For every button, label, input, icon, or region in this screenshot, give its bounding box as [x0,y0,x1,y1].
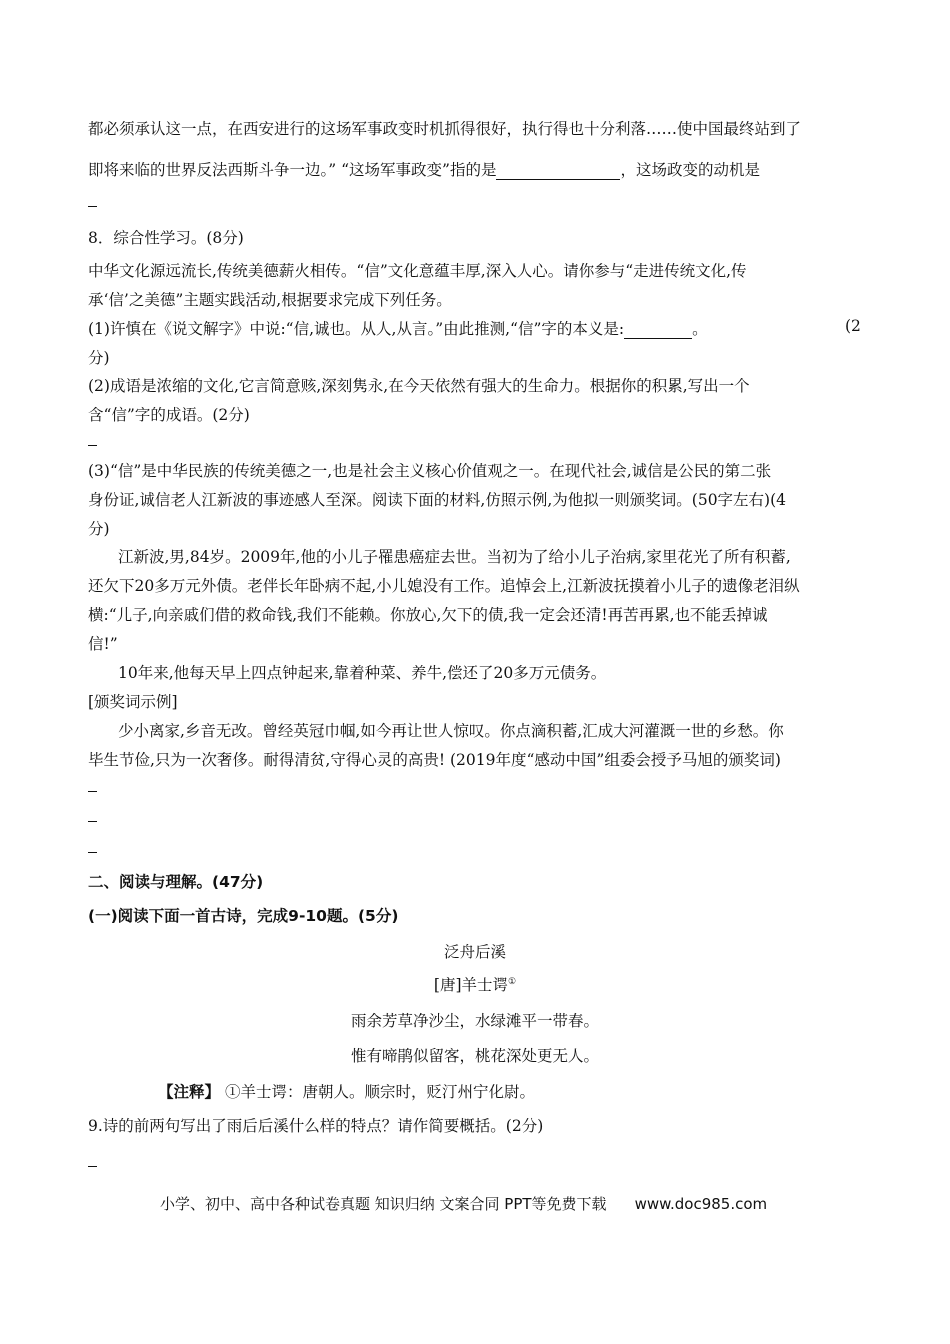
footer [160,1193,767,1214]
poem-line-2: 惟有啼鹃似留客，桃花深处更无人。 [350,1047,599,1065]
answer-blank-event[interactable] [496,163,620,180]
poem-author-mark: ① [508,976,517,987]
q8-para-1: 中华文化源远流长,传统美德薪火相传。“信”文化意蕴丰厚,深入人心。请你参与“走进传统文化,传 [88,262,747,280]
example-line-2: 毕生节俭,只为一次奢侈。耐得清贫,守得心灵的高贵! (2019年度“感动中国”组委会授予马旭的颁奖词) [88,751,781,769]
section-2-sub1: (一)阅读下面一首古诗，完成9-10题。(5分) [88,907,399,925]
material-line-2: 还欠下20多万元外债。老伴长年卧病不起,小儿媳没有工作。追悼会上,江新波抚摸着小儿子的遗像老泪纵 [88,577,800,595]
q8-sub3-line-3: 分) [88,520,110,538]
q8-title: 8．综合性学习。(8分) [88,229,244,247]
poem-line-1: 雨余芳草净沙尘，水绿滩平一带春。 [350,1012,599,1030]
intro-line-2-b: ，这场政变的动机是 [620,161,760,179]
material-line-4: 信!” [88,635,118,653]
q8-sub1-score-b: 分) [88,349,110,367]
answer-line[interactable] [88,852,97,853]
q8-para-2: 承‘信’之美德”主题实践活动,根据要求完成下列任务。 [88,291,452,309]
q9-text: 9.诗的前两句写出了雨后后溪什么样的特点？请作简要概括。(2分) [88,1117,544,1135]
intro-line-2 [88,158,760,180]
answer-line[interactable] [88,821,97,822]
footer-url[interactable]: www.doc985.com [634,1195,768,1213]
q8-sub2-line-1: (2)成语是浓缩的文化,它言简意赅,深刻隽永,在今天依然有强大的生命力。根据你的积累,写出一个 [88,377,750,395]
poem-author-name: [唐]羊士谔 [433,976,509,994]
q8-sub1-text: (1)许慎在《说文解字》中说:“信,诚也。从人,从言。”由此推测,“信”字的本义是: [88,320,625,338]
material-line-1: 江新波,男,84岁。2009年,他的小儿子罹患癌症去世。当初为了给小儿子治病,家里花光了所有积蓄, [118,548,791,566]
answer-line[interactable] [88,1166,97,1167]
answer-line[interactable] [88,791,97,792]
poem-title: 泛舟后溪 [443,943,506,961]
poem-note-label: 【注释】 [158,1083,221,1101]
q8-sub3-line-2: 身份证,诚信老人江新波的事迹感人至深。阅读下面的材料,仿照示例,为他拟一则颁奖词。(50字左右)(4 [88,491,787,509]
poem-note [158,1080,535,1102]
material-line-3: 横:“儿子,向亲戚们借的救命钱,我们不能赖。你放心,欠下的债,我一定会还清!再苦再累,也不能丢掉诚 [88,606,768,624]
poem-author [0,973,950,995]
q8-sub2-line-2: 含“信”字的成语。(2分) [88,406,250,424]
q8-sub3-line-1: (3)“信”是中华民族的传统美德之一,也是社会主义核心价值观之一。在现代社会,诚信是公民的第二张 [88,462,772,480]
example-label: [颁奖词示例] [88,693,178,711]
poem-note-text: ①羊士谔：唐朝人。顺宗时，贬汀州宁化尉。 [220,1083,535,1101]
answer-line[interactable] [88,206,97,207]
answer-line[interactable] [88,445,97,446]
answer-blank-meaning[interactable] [624,322,692,339]
material-line-5: 10年来,他每天早上四点钟起来,靠着种菜、养牛,偿还了20多万元债务。 [118,664,607,682]
q8-sub1-score-a: (2 [845,317,861,335]
q8-sub1-period: 。 [692,320,708,338]
section-2-title: 二、阅读与理解。(47分) [88,873,264,891]
example-line-1: 少小离家,乡音无改。曾经英冠巾帼,如今再让世人惊叹。你点滴积蓄,汇成大河灌溉一世的乡愁。你 [118,722,784,740]
footer-text: 小学、初中、高中各种试卷真题 知识归纳 文案合同 PPT等免费下载 [160,1195,607,1213]
q8-sub1 [88,317,708,339]
intro-line-2-a: 即将来临的世界反法西斯斗争一边。” “这场军事政变”指的是 [88,161,497,179]
intro-line-1: 都必须承认这一点，在西安进行的这场军事政变时机抓得很好，执行得也十分利落……使中国最终站到了 [88,120,802,138]
